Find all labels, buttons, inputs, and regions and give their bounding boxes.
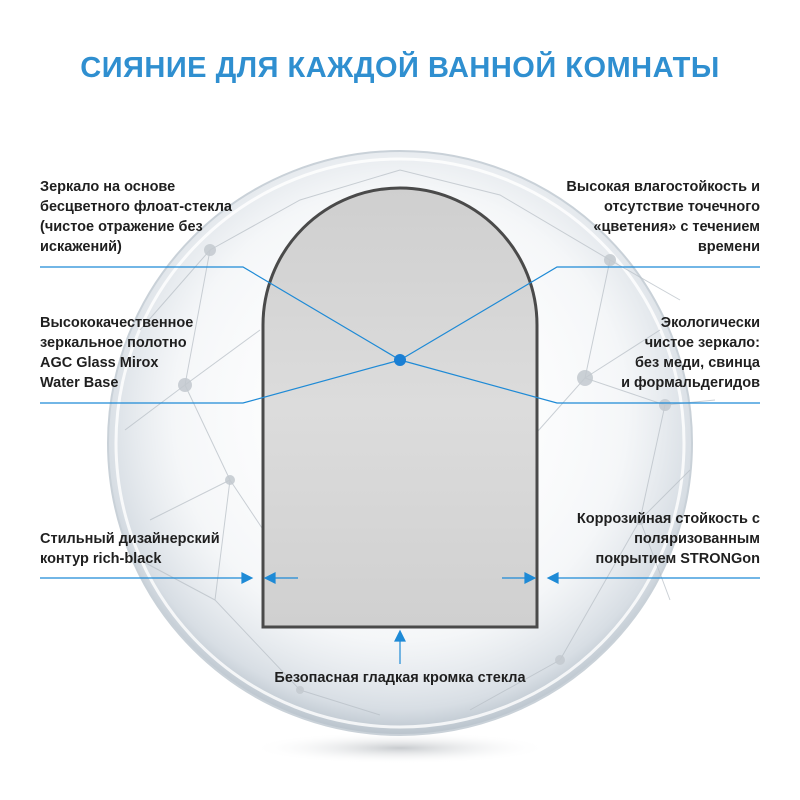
page-title: СИЯНИЕ ДЛЯ КАЖДОЙ ВАННОЙ КОМНАТЫ bbox=[80, 52, 720, 84]
sphere-shadow bbox=[250, 732, 550, 764]
callout-mid-left: Высококачественное зеркальное полотно AGC Glass Mirox Water Base bbox=[40, 315, 194, 391]
arched-mirror bbox=[263, 188, 537, 627]
callout-top-right: Высокая влагостойкость и отсутствие точечного «цветения» с течением времени bbox=[566, 179, 760, 255]
callout-top-left: Зеркало на основе бесцветного флоат-стекла (чистое отражение без искажений) bbox=[40, 179, 232, 255]
callout-mid-right: Экологически чистое зеркало: без меди, свинца и формальдегидов bbox=[621, 315, 760, 391]
center-dot bbox=[394, 354, 406, 366]
callout-low-left: Стильный дизайнерский контур rich-black bbox=[40, 531, 220, 567]
callout-low-right: Коррозийная стойкость с поляризованным покрытием STRONGon bbox=[576, 511, 760, 567]
callout-bottom: Безопасная гладкая кромка стекла bbox=[274, 670, 526, 686]
